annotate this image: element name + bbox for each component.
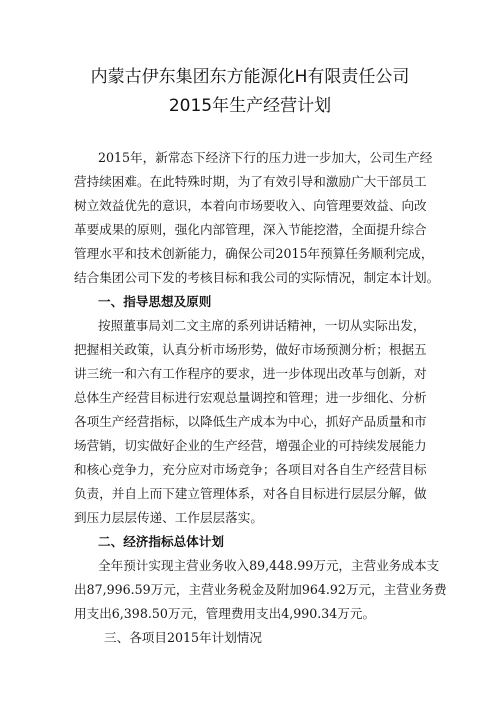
intro-line: 树立效益优先的意识，本着向市场要收入、向管理要效益、向改 — [74, 198, 427, 213]
intro-line: 革要成果的原则，强化内部管理，深入节能挖潜，全面提升综合 — [74, 222, 427, 237]
section1-line: 总体生产经营目标进行宏观总量调控和管理；进一步细化、分析 — [74, 390, 427, 405]
section1-line: 到压力层层传递、工作层层落实。 — [74, 510, 263, 525]
intro-line: 结合集团公司下发的考核目标和我公司的实际情况，制定本计划。 — [74, 270, 440, 285]
section1-line: 负责，并自上而下建立管理体系，对各自目标进行层层分解，做 — [74, 486, 427, 501]
intro-line: 2015年，新常态下经济下行的压力进一步加大，公司生产经 — [98, 150, 433, 165]
section1-line: 按照董事局刘二文主席的系列讲话精神，一切从实际出发， — [98, 318, 426, 333]
section1-line: 把握相关政策，认真分析市场形势，做好市场预测分析；根据五 — [74, 342, 427, 357]
section1-line: 各项生产经营指标，以降低生产成本为中心，抓好产品质量和市 — [74, 414, 427, 429]
section1-line: 讲三统一和六有工作程序的要求，进一步体现出改革与创新，对 — [74, 366, 427, 381]
section1-line: 和核心竞争力，充分应对市场竞争；各项目对各自生产经营目标 — [74, 462, 427, 477]
section-heading-economic-targets: 二、经济指标总体计划 — [98, 534, 224, 549]
section2-line: 全年预计实现主营业务收入89,448.99万元，主营业务成本支 — [98, 558, 440, 573]
intro-line: 营持续困难。在此特殊时期，为了有效引导和激励广大干部员工 — [74, 174, 427, 189]
section-heading-project-plans: 三、各项目2015年计划情况 — [104, 630, 262, 645]
intro-line: 管理水平和技术创新能力，确保公司2015年预算任务顺利完成， — [74, 246, 434, 261]
section-heading-guiding-principles: 一、指导思想及原则 — [98, 294, 212, 309]
document-title-line-1: 内蒙古伊东集团东方能源化H有限责任公司 — [90, 67, 410, 87]
section2-line: 用支出6,398.50万元，管理费用支出4,990.34万元。 — [74, 606, 376, 621]
document-title-line-2: 2015年生产经营计划 — [168, 96, 332, 116]
section2-line: 出87,996.59万元，主营业务税金及附加964.92万元，主营业务费 — [74, 582, 447, 597]
section1-line: 场营销，切实做好企业的生产经营，增强企业的可持续发展能力 — [74, 438, 427, 453]
